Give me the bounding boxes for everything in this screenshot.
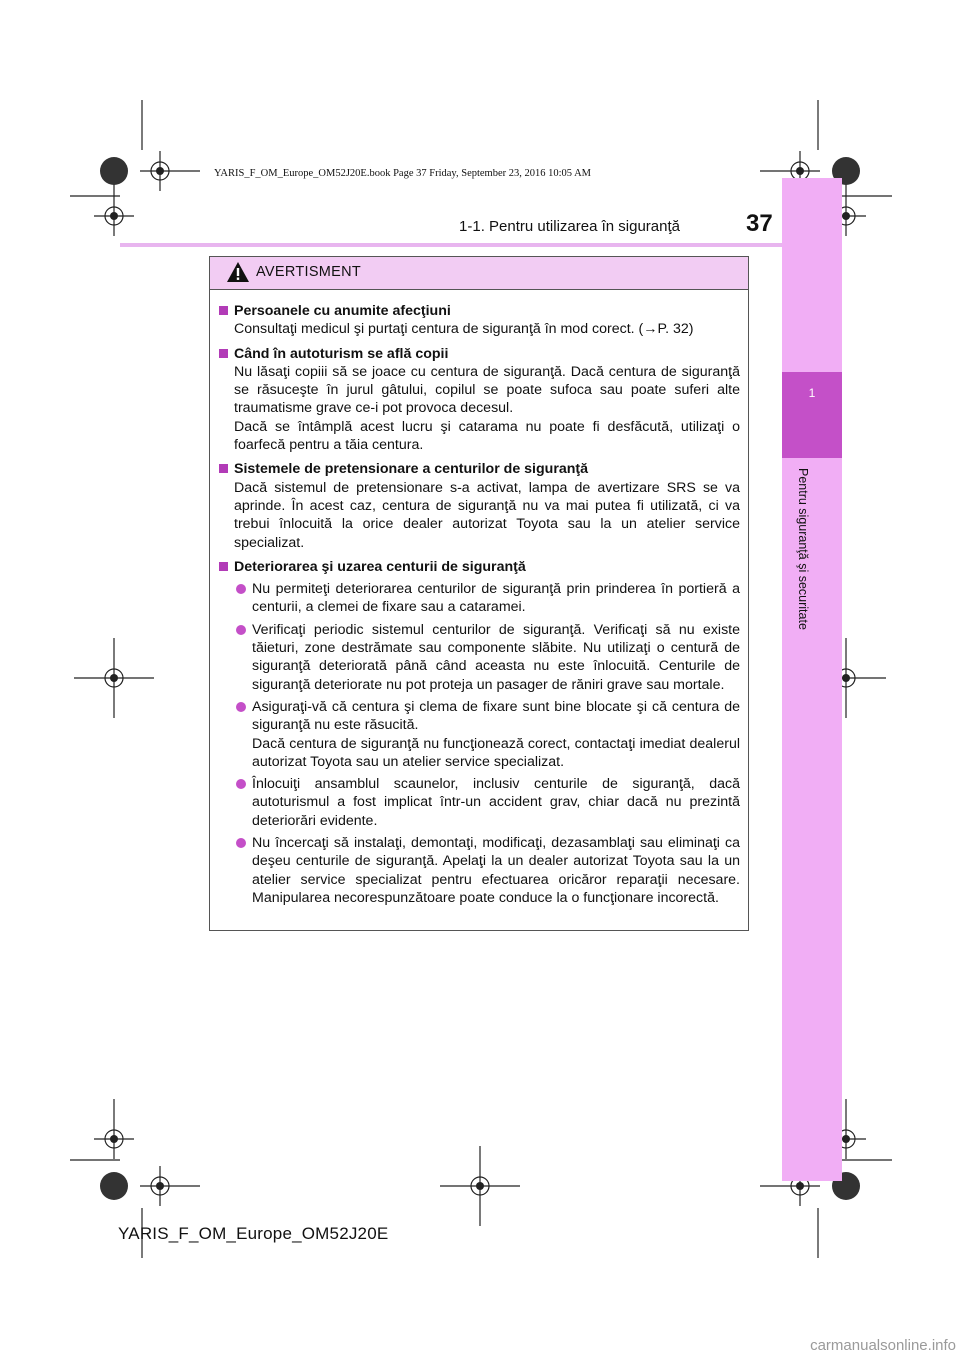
warning-section: [219, 302, 740, 339]
bullet-text: Înlocuiţi ansamblul scaunelor, inclusiv centurile de siguranţă, dacă autoturismul a fost implicat într-un accident grav, chiar dacă nu prezintă deteriorări evidente.: [252, 776, 740, 829]
document-code: YARIS_F_OM_Europe_OM52J20E: [118, 1224, 389, 1243]
warning-section: [219, 558, 740, 907]
list-item: [219, 834, 740, 907]
bullet-text-continued: Dacă centura de siguranţă nu funcţionează corect, contactaţi imediat dealerul autorizat Toyota sau un atelier service specializat.: [252, 735, 740, 770]
circle-bullet-icon: [236, 584, 246, 594]
square-bullet-icon: [219, 464, 228, 473]
page-number: 37: [746, 210, 773, 237]
warning-header: [210, 257, 748, 290]
warning-section: [219, 345, 740, 455]
bullet-text: Nu încercaţi să instalaţi, demontaţi, modificaţi, dezasamblaţi sau eliminaţi ca deşeu centurile de siguranţă. Apelaţi la un dealer autorizat Toyota sau la un atelier service specializat pentru efectuarea oricăror reparaţii necesare. Manipularea necorespunzătoare poate conduce la o funcţionare incorectă.: [252, 835, 740, 906]
square-bullet-icon: [219, 306, 228, 315]
bullet-text: Nu permiteţi deteriorarea centurilor de siguranţă prin prinderea în portieră a centurii, a clemei de fixare sau a cataramei.: [252, 581, 740, 616]
warning-title: AVERTISMENT: [256, 264, 362, 280]
chapter-title: Pentru siguranţă şi securitate: [796, 468, 810, 630]
paragraph: Dacă se întâmplă acest lucru şi catarama nu poate fi desfăcută, utilizaţi o foarfecă pentru a tăia centura.: [234, 418, 740, 454]
chapter-number-box: [782, 372, 842, 458]
bullet-text: Verificaţi periodic sistemul centurilor de siguranţă. Verificaţi să nu existe tăieturi, zone destrămate sau componente slăbite. Nu utilizaţi o centură de siguranţă deteriorată până când aceasta nu este înlocuită. Centurile de siguranţă deteriorate nu pot proteja un pasager de răniri grave sau mortale.: [252, 621, 740, 693]
list-item: [219, 580, 740, 617]
section-heading: Sistemele de pretensionare a centurilor de siguranţă: [234, 461, 589, 478]
warning-section: [219, 460, 740, 551]
list-item: [219, 775, 740, 830]
circle-bullet-icon: [236, 838, 246, 848]
section-heading: Când în autoturism se află copii: [234, 345, 449, 362]
paragraph: Consultaţi medicul şi purtaţi centura de siguranţă în mod corect. (→P. 32): [234, 321, 694, 338]
circle-bullet-icon: [236, 702, 246, 712]
section-heading: Persoanele cu anumite afecţiuni: [234, 303, 451, 319]
chapter-number: 1: [808, 386, 816, 400]
book-metadata-line: YARIS_F_OM_Europe_OM52J20E.book Page 37 Friday, September 23, 2016 10:05 AM: [214, 168, 592, 179]
square-bullet-icon: [219, 562, 228, 571]
header-rule: [120, 243, 782, 247]
section-heading: Deteriorarea şi uzarea centurii de siguranţă: [234, 558, 526, 575]
bullet-text: Asiguraţi-vă că centura şi clema de fixare sunt bine blocate şi că centura de siguranţă nu este răsucită.: [252, 698, 740, 734]
paragraph: Dacă sistemul de pretensionare s-a activat, lampa de avertizare SRS se va aprinde. În acest caz, centura de siguranţă nu va mai putea fi utilizată, ci va trebui înlocuită la orice dealer autorizat Toyota sau la un atelier service specializat.: [234, 479, 740, 551]
circle-bullet-icon: [236, 779, 246, 789]
list-item: [219, 698, 740, 771]
warning-triangle-icon: [226, 261, 250, 283]
bullet-text-group: [252, 698, 740, 771]
warning-body: [210, 290, 748, 907]
circle-bullet-icon: [236, 625, 246, 635]
section-title: 1-1. Pentru utilizarea în siguranţă: [459, 218, 680, 235]
paragraph: Nu lăsaţi copiii să se joace cu centura de siguranţă. Dacă centura de siguranţă se răsuceşte în jurul gâtului, copilul se poate sufoca sau poate suferi alte traumatisme grave ce-i pot provoca decesul.: [234, 363, 740, 417]
watermark: carmanualsonline.info: [810, 1337, 956, 1354]
warning-box: [209, 256, 749, 931]
list-item: [219, 621, 740, 694]
square-bullet-icon: [219, 349, 228, 358]
chapter-side-tab: [782, 178, 842, 1181]
